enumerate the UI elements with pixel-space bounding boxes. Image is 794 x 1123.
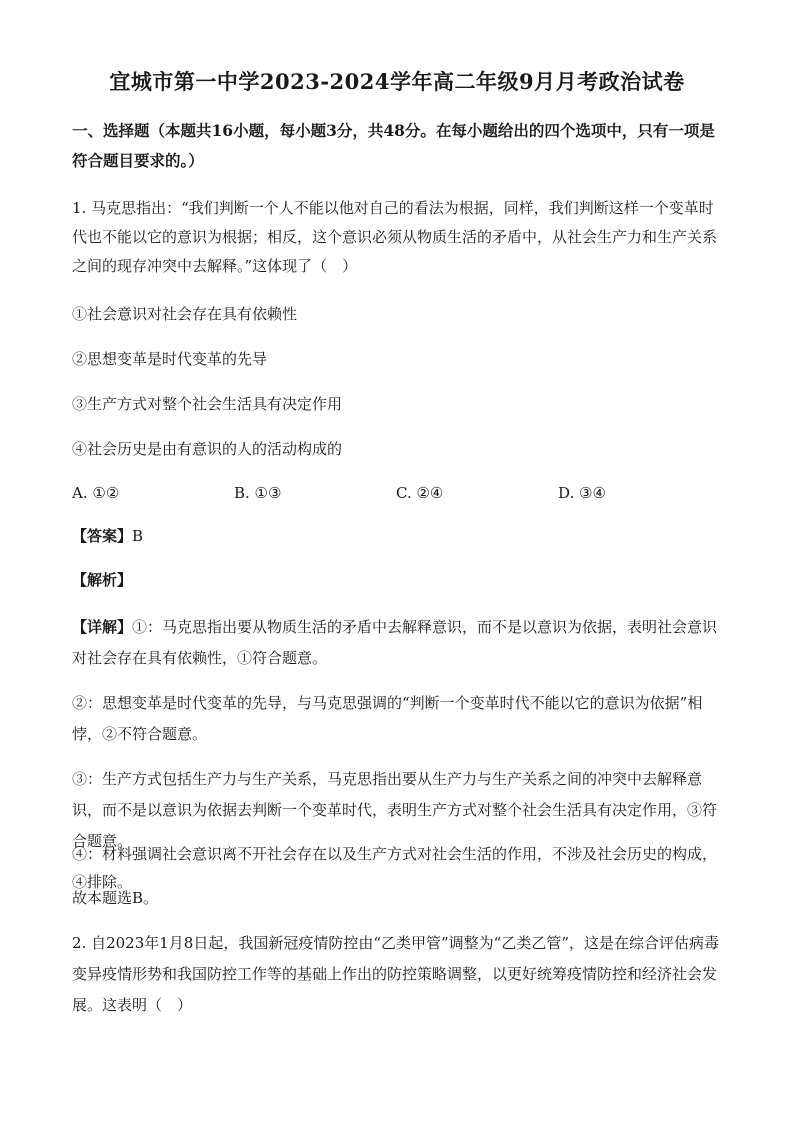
analysis-heading bbox=[72, 566, 724, 594]
choice-c: C. ②④ bbox=[396, 484, 444, 502]
choice-b: B. ①③ bbox=[234, 484, 282, 502]
answer-label: 【答案】 bbox=[72, 527, 133, 545]
analysis-label: 【解析】 bbox=[72, 571, 133, 589]
statement-3: ③生产方式对整个社会生活具有决定作用 bbox=[72, 395, 343, 413]
answer-value: B bbox=[132, 527, 144, 545]
detail-4: ④：材料强调社会意识离不开社会存在以及生产方式对社会生活的作用，不涉及社会历史的构成，④排除。 bbox=[72, 845, 718, 891]
statement-4: ④社会历史是由有意识的人的活动构成的 bbox=[72, 440, 343, 458]
choice-a: A. ①② bbox=[72, 484, 120, 502]
detail-2: ②：思想变革是时代变革的先导，与马克思强调的“判断一个变革时代不能以它的意识为依据”相悖，②不符合题意。 bbox=[72, 694, 703, 743]
question-2-stem: 2. 自2023年1月8日起，我国新冠疫情防控由“乙类甲管”调整为“乙类乙管”，这是在综合评估病毒变异疫情形势和我国防控工作等的基础上作出的防控策略调整，以更好统筹疫情防控和经济社会发展。这表明（ ） bbox=[72, 934, 720, 1014]
choice-d: D. ③④ bbox=[558, 484, 606, 502]
detail-label: 【详解】 bbox=[72, 618, 133, 636]
exam-title: 宜城市第一中学2023-2024学年高二年级9月月考政治试卷 bbox=[109, 69, 685, 94]
statement-1: ①社会意识对社会存在具有依赖性 bbox=[72, 305, 298, 323]
detail-3: ③：生产方式包括生产力与生产关系，马克思指出要从生产力与生产关系之间的冲突中去解释意识，而不是以意识为依据去判断一个变革时代，表明生产方式对整个社会生活具有决定作用，③符合题意。 bbox=[72, 770, 718, 850]
statement-2: ②思想变革是时代变革的先导 bbox=[72, 350, 268, 368]
answer-choices bbox=[72, 479, 724, 507]
question-1-stem: 1. 马克思指出：“我们判断一个人不能以他对自己的看法为根据，同样，我们判断这样一个变革时代也不能以它的意识为根据；相反，这个意识必须从物质生活的矛盾中，从社会生产力和生产关系之间的现存冲突中去解释。”这体现了（ ） bbox=[72, 199, 718, 275]
detail-1 bbox=[72, 612, 724, 674]
conclusion: 故本题选B。 bbox=[72, 889, 159, 907]
answer-line bbox=[72, 522, 724, 550]
detail-1-text: ①：马克思指出要从物质生活的矛盾中去解释意识，而不是以意识为依据，表明社会意识对社会存在具有依赖性，①符合题意。 bbox=[72, 618, 718, 667]
section-heading: 一、选择题（本题共16小题，每小题3分，共48分。在每小题给出的四个选项中，只有一项是符合题目要求的。） bbox=[72, 121, 715, 170]
